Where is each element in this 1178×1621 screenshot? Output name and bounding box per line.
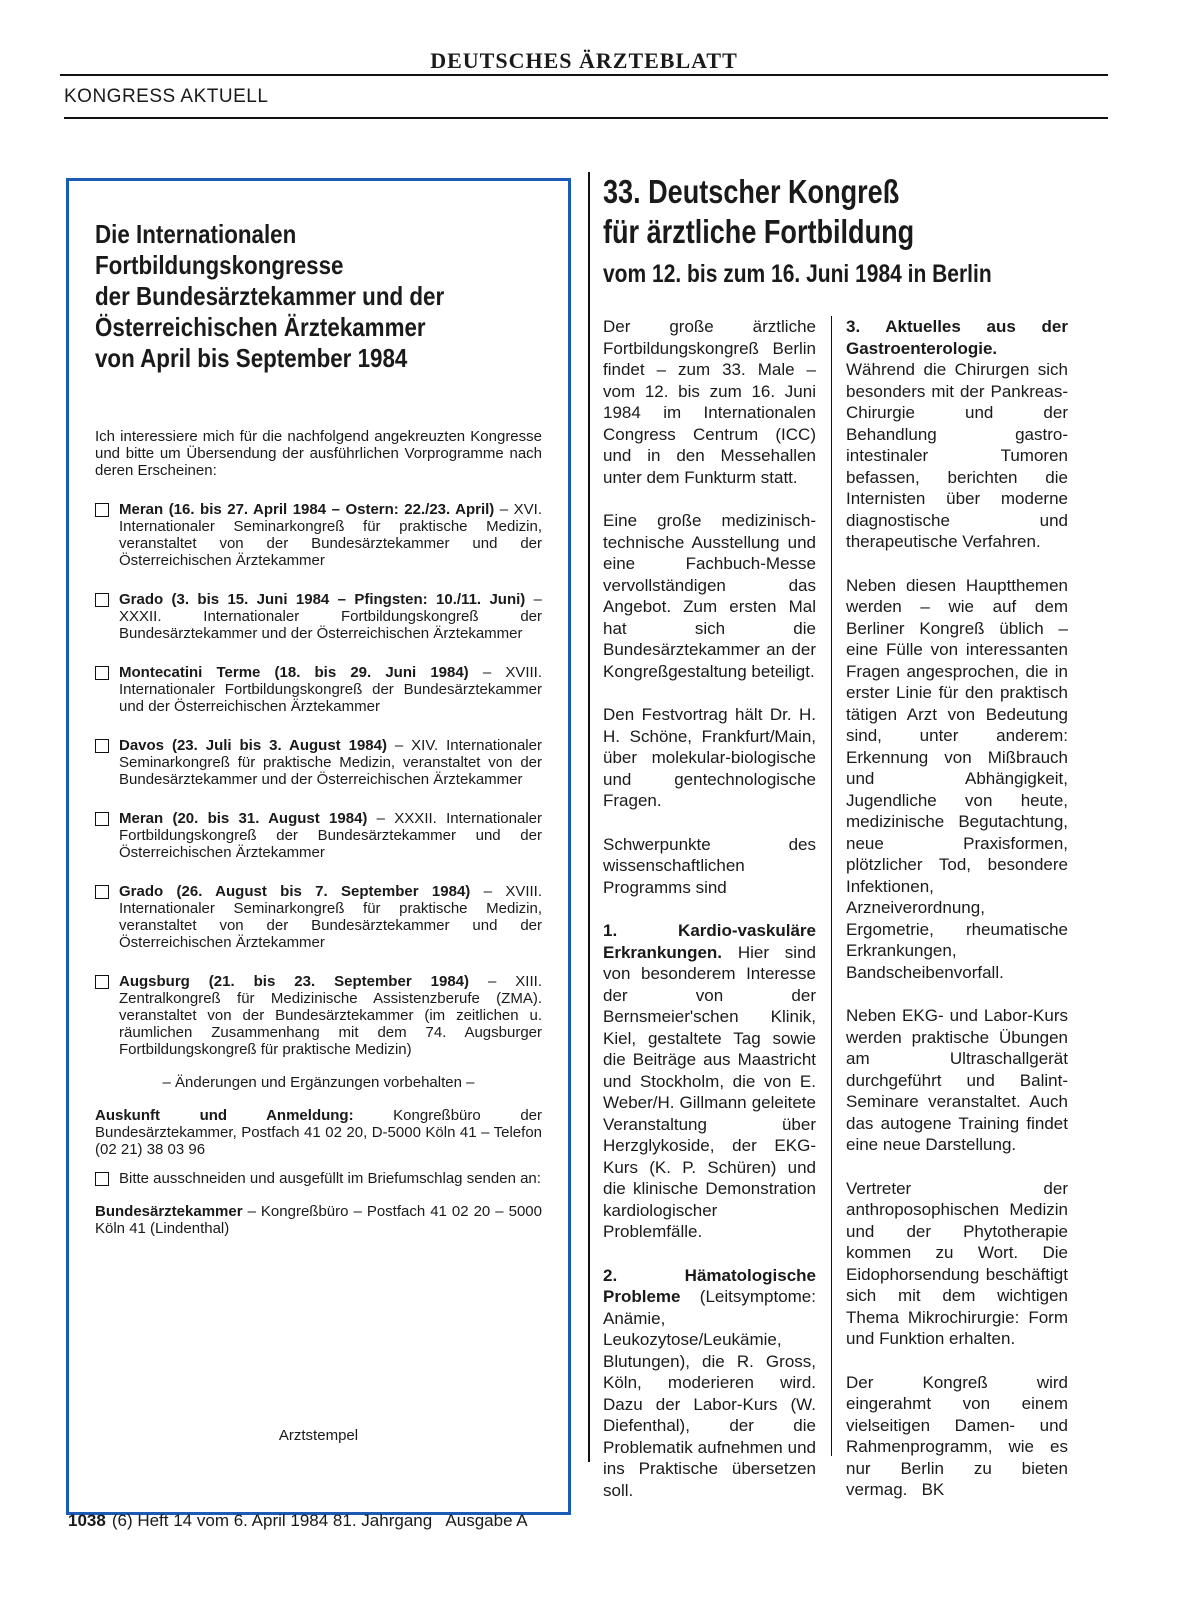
author-signature: BK xyxy=(921,1480,945,1499)
header-rule xyxy=(64,117,1108,119)
doctor-stamp-label: Arztstempel xyxy=(278,1427,359,1444)
paragraph: Eine große medizinisch-technische Ausstellung und eine Fachbuch-Messe vervollständigen das Angebot. Zum ersten Mal hat sich die Bundesärztekammer an der Kongreßgestaltung beteiligt. xyxy=(603,511,816,681)
cut-out-instruction: Bitte ausschneiden und ausgefüllt im Briefumschlag senden an: xyxy=(95,1170,542,1187)
congress-order-box xyxy=(66,178,571,1515)
column-rule xyxy=(831,316,832,1456)
paragraph: Neben EKG- und Labor-Kurs werden praktische Übungen am Ultraschallgerät durchgeführt und Balint- Seminare veranstaltet. Auch das autogene Training findet eine neue Darstellung. xyxy=(846,1006,1068,1154)
postal-address: Bundesärztekammer – Kongreßbüro – Postfach 41 02 20 – 5000 Köln 41 (Lindenthal) xyxy=(95,1203,542,1237)
changes-note: – Änderungen und Ergänzungen vorbehalten – xyxy=(162,1074,475,1091)
box-title: Die Internationalen Fortbildungskongresse der Bundesärztekammer und der Österreichischen Ärztekammer von April bis September 1984 xyxy=(95,219,445,373)
checkbox[interactable] xyxy=(95,666,109,680)
checkbox[interactable] xyxy=(95,1172,109,1186)
masthead: DEUTSCHES ÄRZTEBLATT xyxy=(60,48,1108,76)
page-number: 1038 xyxy=(68,1511,106,1530)
checkbox[interactable] xyxy=(95,739,109,753)
checkbox[interactable] xyxy=(95,885,109,899)
congress-entry: Meran (16. bis 27. April 1984 – Ostern: 22./23. April) – XVI. Internationaler Seminarkongreß für praktische Medizin, veranstaltet von der Bundesärztekammer und der Österreichischen Ärztekammer xyxy=(95,501,542,569)
paragraph: Vertreter der anthroposophischen Medizin und der Phytotherapie kommen zu Wort. Die Eidophorsendung beschäftigt sich mit dem wichtigen Thema Mikrochirurgie: Form und Funktion erhalten. xyxy=(846,1178,1068,1348)
article-subtitle: vom 12. bis zum 16. Juni 1984 in Berlin xyxy=(603,260,992,288)
box-intro: Ich interessiere mich für die nachfolgend angekreuzten Kongresse und bitte um Übersendung der ausführlichen Vorprogramme nach deren Erscheinen: xyxy=(95,428,542,479)
section-label: KONGRESS AKTUELL xyxy=(64,86,269,107)
congress-entry: Augsburg (21. bis 23. September 1984) – XIII. Zentralkongreß für Medizinische Assistenzberufe (ZMA). veranstaltet von der Bundesärztekammer (im zeitlichen u. räumlichen Zusammenhang mit dem 74. Augsburger Fortbildungskongreß für praktische Medizin) xyxy=(95,973,542,1058)
article-column-2 xyxy=(846,316,1068,1523)
paragraph: Der Kongreß wird eingerahmt von einem vielseitigen Damen- und Rahmenprogramm, wie es nur Berlin zu bieten vermag. BK xyxy=(846,1372,1068,1499)
congress-entry: Montecatini Terme (18. bis 29. Juni 1984) – XVIII. Internationaler Fortbildungskongreß der Bundesärztekammer und der Österreichischen Ärztekammer xyxy=(95,664,542,715)
article-column-1 xyxy=(603,316,816,1523)
article-title: 33. Deutscher Kongreß für ärztliche Fortbildung vom 12. bis zum 16. Juni 1984 in Berlin xyxy=(603,172,1083,290)
checkbox[interactable] xyxy=(95,975,109,989)
congress-entry: Grado (3. bis 15. Juni 1984 – Pfingsten: 10./11. Juni) – XXXII. Internationaler Fortbildungskongreß der Bundesärztekammer und der Österreichischen Ärztekammer xyxy=(95,591,542,642)
checkbox[interactable] xyxy=(95,503,109,517)
column-rule xyxy=(588,172,590,1462)
congress-entry: Meran (20. bis 31. August 1984) – XXXII. Internationaler Fortbildungskongreß der Bundesärztekammer und der Österreichischen Ärztekammer xyxy=(95,810,542,861)
checkbox[interactable] xyxy=(95,593,109,607)
paragraph: 2. Hämatologische Probleme (Leitsymptome: Anämie, Leukozytose/Leukämie, Blutungen), die R. Gross, Köln, moderieren wird. Dazu der Labor-Kurs (W. Diefenthal), der die Problematik aufnehmen und ins Praktische übersetzen soll. xyxy=(603,1265,816,1500)
paragraph: Neben diesen Hauptthemen werden – wie auf dem Berliner Kongreß üblich – eine Fülle von interessanten Fragen angesprochen, die in erster Linie für den praktisch tätigen Arzt von Bedeutung sind, unter anderem: Erkennung von Mißbrauch und Abhängigkeit, Jugendliche von heute, medizinische Begutachtung, neue Praxisformen, plötzlicher Tod, besondere Infektionen, Arzneiverordnung, Ergometrie, rheumatische Erkrankungen, Bandscheibenvorfall. xyxy=(846,575,1068,982)
page-footer: 1038 (6) Heft 14 vom 6. April 1984 81. Jahrgang Ausgabe A xyxy=(68,1511,528,1530)
contact-info: Auskunft und Anmeldung: Kongreßbüro der Bundesärztekammer, Postfach 41 02 20, D-5000 Köln 41 – Telefon (02 21) 38 03 96 xyxy=(95,1107,542,1158)
congress-entry: Davos (23. Juli bis 3. August 1984) – XIV. Internationaler Seminarkongreß für praktische Medizin, veranstaltet von der Bundesärztekammer und der Österreichischen Ärztekammer xyxy=(95,737,542,788)
paragraph: Den Festvortrag hält Dr. H. H. Schöne, Frankfurt/Main, über molekular-biologische und gentechnologische Fragen. xyxy=(603,705,816,810)
paragraph: 1. Kardio-vaskuläre Erkrankungen. Hier sind von besonderem Interesse der von der Bernsmeier'schen Klinik, Kiel, gestaltete Tag sowie die Beiträge aus Maastricht und Stockholm, die von E. Weber/H. Gillmann geleitete Veranstaltung über Herzglykoside, der EKG-Kurs (K. P. Schüren) und die klinische Demonstration kardiologischer Problemfälle. xyxy=(603,921,816,1241)
checkbox[interactable] xyxy=(95,812,109,826)
paragraph: Schwerpunkte des wissenschaftlichen Programms sind xyxy=(603,834,816,897)
congress-entry: Grado (26. August bis 7. September 1984) – XVIII. Internationaler Seminarkongreß für praktische Medizin, veranstaltet von der Bundesärztekammer und der Österreichischen Ärztekammer xyxy=(95,883,542,951)
paragraph: Der große ärztliche Fortbildungskongreß Berlin findet – zum 33. Male – vom 12. bis zum 16. Juni 1984 im Internationalen Congress Centrum (ICC) und in den Messehallen unter dem Funkturm statt. xyxy=(603,317,816,487)
paragraph: 3. Aktuelles aus der Gastroenterologie. Während die Chirurgen sich besonders mit der Pankreas-Chirurgie und der Behandlung gastro-intestinaler Tumoren befassen, berichten die Internisten über moderne diagnostische und therapeutische Verfahren. xyxy=(846,317,1068,551)
